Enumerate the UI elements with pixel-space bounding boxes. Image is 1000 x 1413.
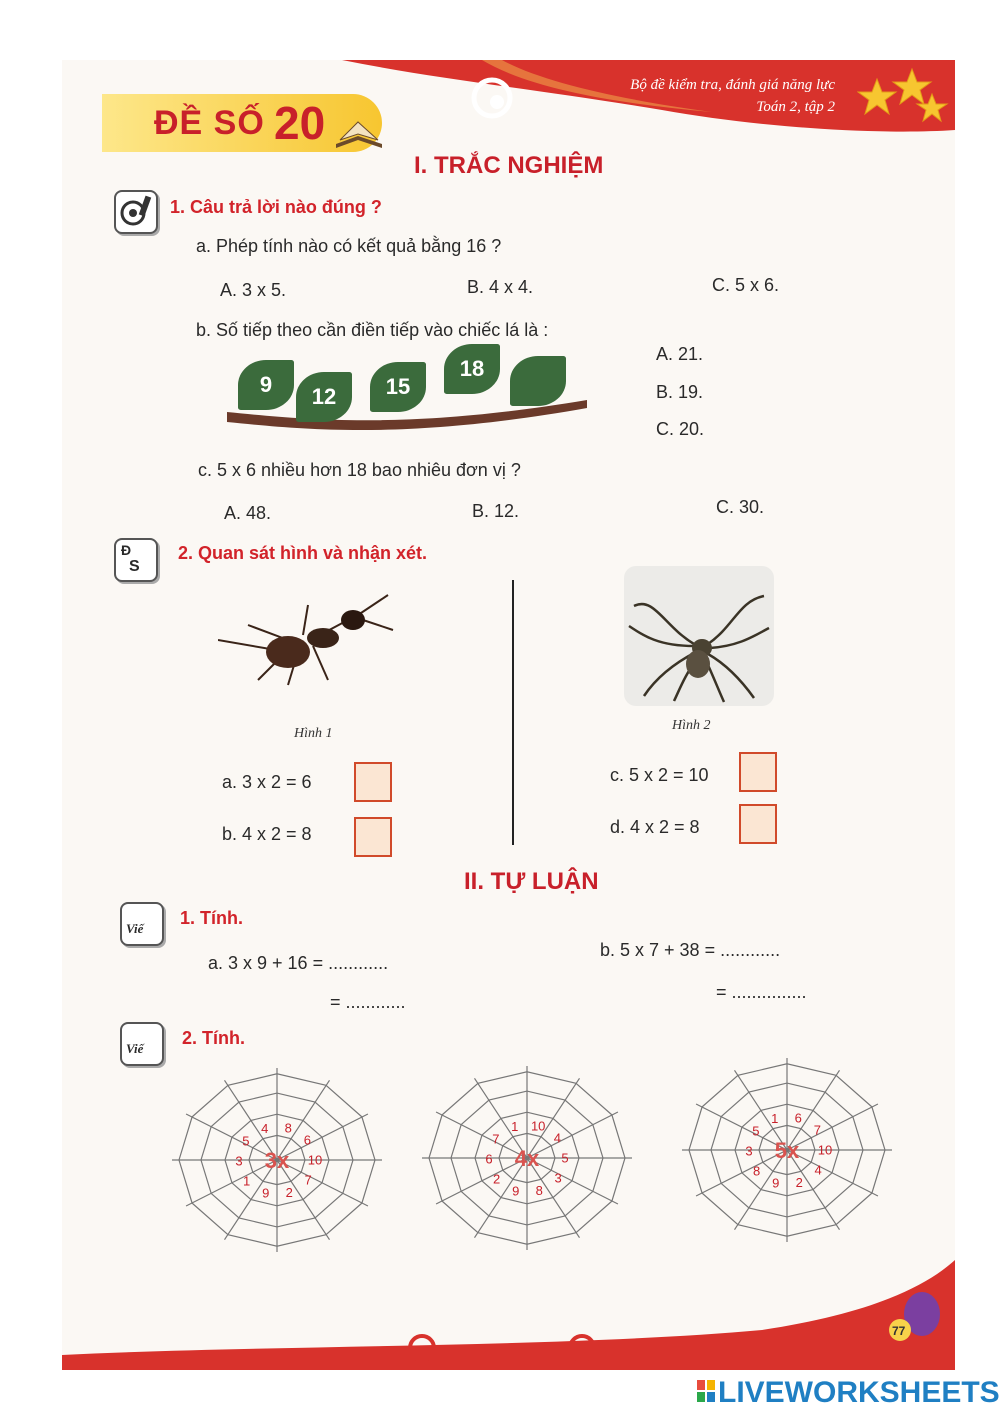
- figure2-caption: Hình 2: [672, 718, 711, 733]
- essay-q1-a-line1[interactable]: a. 3 x 9 + 16 = ............: [208, 953, 389, 973]
- figure1-caption: Hình 1: [294, 726, 333, 741]
- web-3-number[interactable]: 2: [795, 1175, 803, 1191]
- web-3-number[interactable]: 8: [752, 1163, 761, 1179]
- q2-item-b: b. 4 x 2 = 8: [222, 824, 312, 844]
- web-1-operator: 3x: [264, 1148, 290, 1173]
- web-1-number[interactable]: 5: [242, 1133, 250, 1149]
- q1a-option-a[interactable]: A. 3 x 5.: [220, 280, 287, 300]
- leaf-5-empty[interactable]: [510, 356, 566, 406]
- leaf-1: 9: [238, 360, 294, 410]
- q2-answer-box-b[interactable]: [354, 817, 392, 857]
- header-note: [630, 74, 835, 118]
- q1c-option-c[interactable]: C. 30.: [716, 497, 765, 517]
- web-3-number[interactable]: 7: [813, 1122, 822, 1138]
- web-1-number[interactable]: 9: [262, 1185, 270, 1201]
- leaf-3: 15: [370, 362, 426, 412]
- q2-answer-box-c[interactable]: [739, 752, 777, 792]
- essay-q2-title: 2. Tính.: [182, 1028, 245, 1048]
- web-1-number[interactable]: 6: [303, 1132, 312, 1148]
- circle-pencil-icon: [114, 190, 158, 234]
- web-1-number[interactable]: 3: [235, 1153, 243, 1169]
- q2-answer-box-d[interactable]: [739, 804, 777, 844]
- web-1-number[interactable]: 2: [285, 1185, 293, 1201]
- web-1-number[interactable]: 1: [242, 1173, 251, 1189]
- writing-icon: [120, 902, 164, 946]
- brand-watermark: LIVEWORKSHEETS: [718, 1376, 1000, 1409]
- spider-web-2: [412, 1058, 642, 1258]
- web-1-number[interactable]: 7: [304, 1172, 312, 1188]
- essay-q1-b-line2[interactable]: = ...............: [716, 982, 807, 1002]
- essay-q1-b-line1[interactable]: b. 5 x 7 + 38 = ............: [600, 940, 781, 960]
- web-2-number[interactable]: 7: [492, 1131, 500, 1147]
- writing-icon-label: Viế: [126, 921, 144, 936]
- web-3-number[interactable]: 4: [814, 1162, 822, 1178]
- worksheet-page: [62, 60, 955, 1370]
- web-2-number[interactable]: 1: [511, 1118, 519, 1134]
- web-3-number[interactable]: 9: [772, 1175, 780, 1191]
- web-2-number[interactable]: 9: [512, 1183, 520, 1199]
- spider-image: [624, 566, 774, 706]
- q1b-option-b[interactable]: B. 19.: [656, 382, 704, 402]
- section1-title: I. TRẮC NGHIỆM: [414, 152, 604, 179]
- q1a-question: a. Phép tính nào có kết quả bằng 16 ?: [196, 236, 502, 256]
- essay-q1-title: 1. Tính.: [180, 908, 243, 928]
- q2-answer-box-a[interactable]: [354, 762, 392, 802]
- q2-item-c: c. 5 x 2 = 10: [610, 765, 709, 785]
- web-1-number[interactable]: 8: [284, 1120, 292, 1136]
- liveworksheets-logo-icon: [697, 1380, 715, 1404]
- web-3-number[interactable]: 10: [817, 1142, 833, 1158]
- page-number: 77: [892, 1324, 906, 1338]
- book-icon: [334, 114, 384, 150]
- q1b-option-c[interactable]: C. 20.: [656, 419, 705, 439]
- q1b-question: b. Số tiếp theo cần điền tiếp vào chiếc lá là :: [196, 320, 549, 340]
- header-note-line2: Toán 2, tập 2: [756, 99, 835, 115]
- web-2-number[interactable]: 2: [492, 1171, 501, 1187]
- ant-image: [218, 580, 398, 700]
- web-3-number[interactable]: 6: [794, 1110, 802, 1126]
- q2-item-d: d. 4 x 2 = 8: [610, 817, 700, 837]
- divider-line: [512, 580, 514, 845]
- q1b-option-a[interactable]: A. 21.: [656, 344, 704, 364]
- false-label: S: [129, 558, 140, 575]
- spider-image-frame: [624, 566, 774, 706]
- header-note-line1: Bộ đề kiểm tra, đánh giá năng lực: [630, 77, 835, 93]
- web-1-number[interactable]: 10: [307, 1152, 323, 1168]
- stars-icon: [857, 64, 952, 134]
- web-3-operator: 5x: [774, 1138, 800, 1163]
- butterfly-icon: [884, 1290, 944, 1350]
- leaf-4: 18: [444, 344, 500, 394]
- true-false-icon: [114, 538, 158, 582]
- writing-icon-2-label: Viế: [126, 1041, 144, 1056]
- web-3-number[interactable]: 3: [745, 1143, 753, 1159]
- spider-web-1: [162, 1060, 392, 1260]
- web-2-number[interactable]: 10: [530, 1118, 546, 1134]
- web-2-number[interactable]: 5: [561, 1150, 569, 1166]
- exam-number: 20: [274, 97, 326, 149]
- q1a-option-b[interactable]: B. 4 x 4.: [467, 277, 534, 297]
- q1c-option-b[interactable]: B. 12.: [472, 501, 520, 521]
- true-label: Đ: [121, 542, 132, 558]
- q1-title: 1. Câu trả lời nào đúng ?: [170, 197, 382, 217]
- web-2-number[interactable]: 4: [553, 1130, 562, 1146]
- q2-item-a: a. 3 x 2 = 6: [222, 772, 312, 792]
- web-3-number[interactable]: 1: [771, 1110, 779, 1126]
- spider-web-3: [672, 1050, 902, 1250]
- web-2-operator: 4x: [514, 1146, 540, 1171]
- essay-q1-a-line2[interactable]: = ............: [330, 992, 406, 1012]
- q1c-question: c. 5 x 6 nhiều hơn 18 bao nhiêu đơn vị ?: [198, 460, 521, 480]
- web-2-number[interactable]: 6: [485, 1151, 493, 1167]
- web-3-number[interactable]: 5: [752, 1123, 760, 1139]
- writing-icon-2: [120, 1022, 164, 1066]
- q1a-option-c[interactable]: C. 5 x 6.: [712, 275, 780, 295]
- section2-title: II. TỰ LUẬN: [464, 868, 599, 895]
- web-1-number[interactable]: 4: [261, 1120, 269, 1136]
- exam-label: ĐỀ SỐ: [154, 104, 265, 142]
- web-2-number[interactable]: 8: [535, 1183, 543, 1199]
- q2-title: 2. Quan sát hình và nhận xét.: [178, 543, 428, 563]
- q1c-option-a[interactable]: A. 48.: [224, 503, 272, 523]
- leaf-2: 12: [296, 372, 352, 422]
- footer-decoration: [62, 1260, 955, 1370]
- web-2-number[interactable]: 3: [554, 1170, 562, 1186]
